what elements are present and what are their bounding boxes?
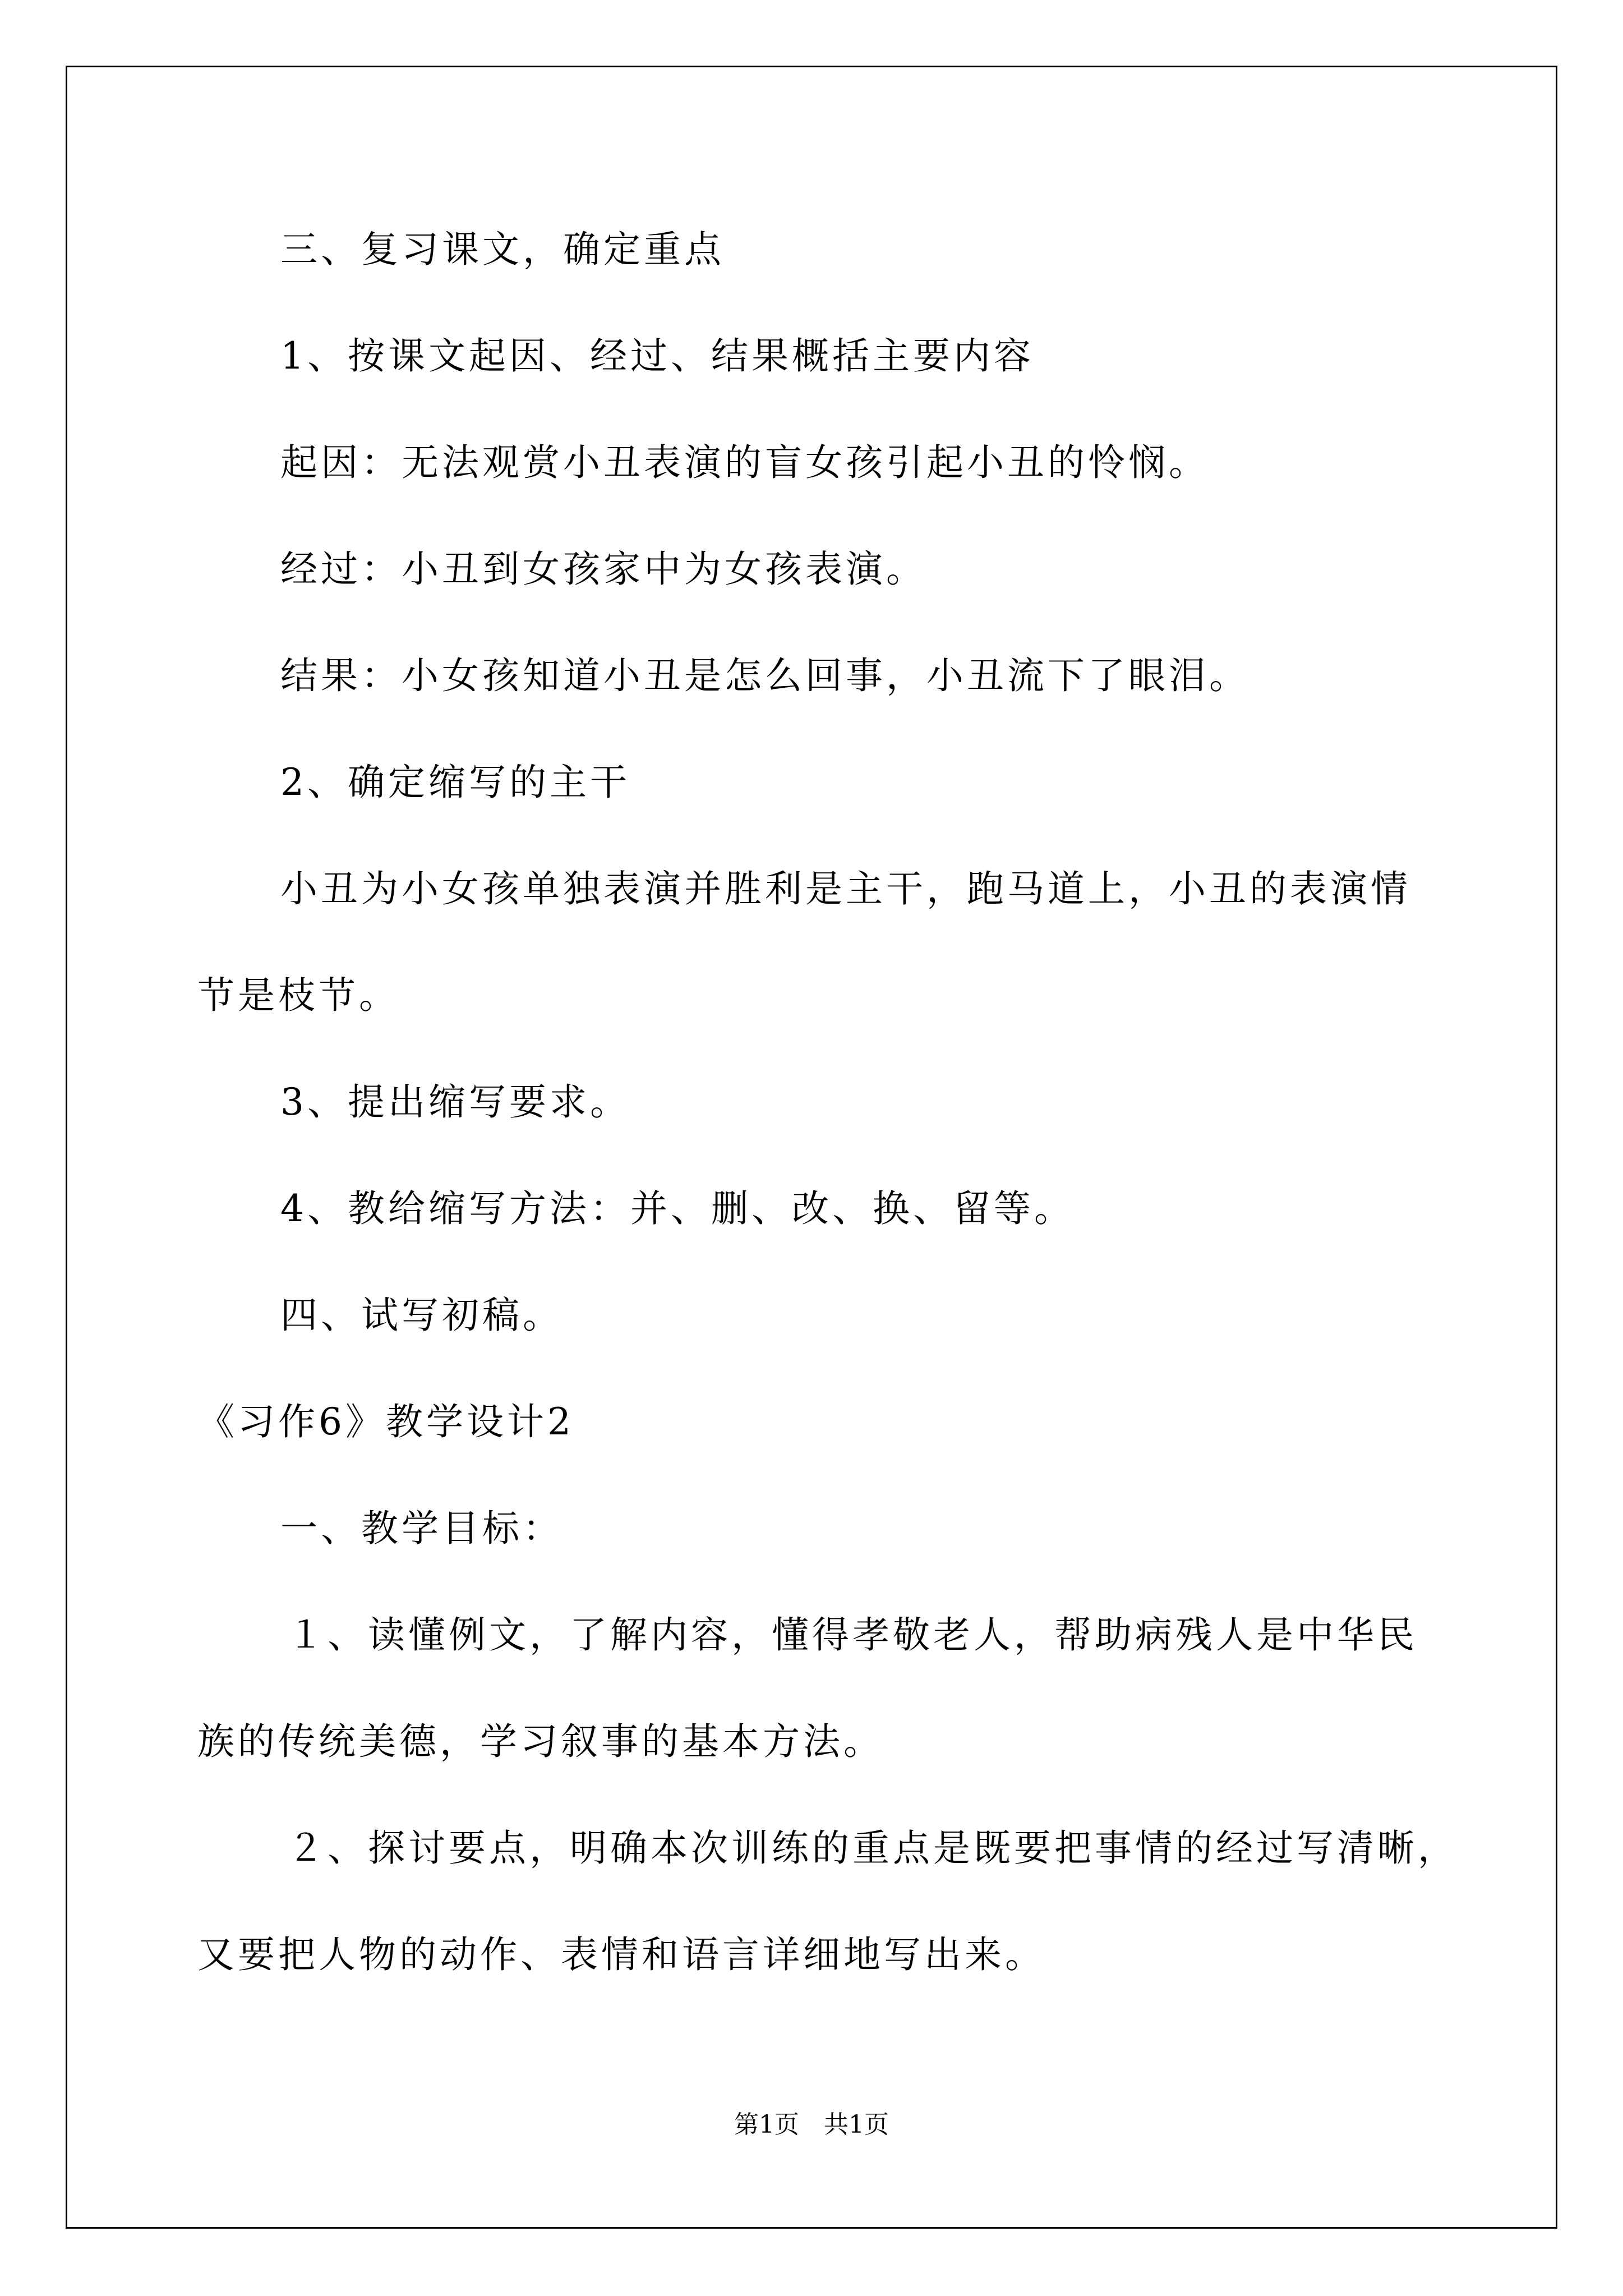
page-border — [66, 66, 1557, 2229]
paragraph-line: 4、教给缩写方法：并、删、改、换、留等。 — [280, 1187, 1075, 1230]
section-heading-review: 三、复习课文，确定重点 — [280, 228, 725, 271]
paragraph-line-continued: 节是枝节。 — [197, 974, 399, 1017]
section-heading-goals: 一、教学目标： — [280, 1507, 563, 1550]
paragraph-line-continued: 又要把人物的动作、表情和语言详细地写出来。 — [197, 1933, 1045, 1976]
paragraph-line: 小丑为小女孩单独表演并胜利是主干，跑马道上，小丑的表演情 — [280, 867, 1411, 910]
paragraph-line: １、读懂例文，了解内容，懂得孝敬老人，帮助病残人是中华民 — [287, 1613, 1418, 1657]
paragraph-line: 2、确定缩写的主干 — [280, 761, 630, 804]
paragraph-line: 起因：无法观赏小丑表演的盲女孩引起小丑的怜悯。 — [280, 441, 1209, 484]
paragraph-line: 经过：小丑到女孩家中为女孩表演。 — [280, 547, 926, 591]
document-title: 《习作6》教学设计2 — [197, 1400, 574, 1443]
paragraph-line: ２、探讨要点，明确本次训练的重点是既要把事情的经过写清晰， — [287, 1826, 1458, 1870]
paragraph-line: 结果：小女孩知道小丑是怎么回事，小丑流下了眼泪。 — [280, 654, 1249, 697]
section-heading-draft: 四、试写初稿。 — [280, 1294, 563, 1337]
paragraph-line-continued: 族的传统美德，学习叙事的基本方法。 — [197, 1720, 884, 1763]
paragraph-line: 3、提出缩写要求。 — [280, 1080, 630, 1124]
page-number-footer: 第1页 共1页 — [734, 2110, 889, 2139]
paragraph-line: 1、按课文起因、经过、结果概括主要内容 — [280, 334, 1034, 378]
